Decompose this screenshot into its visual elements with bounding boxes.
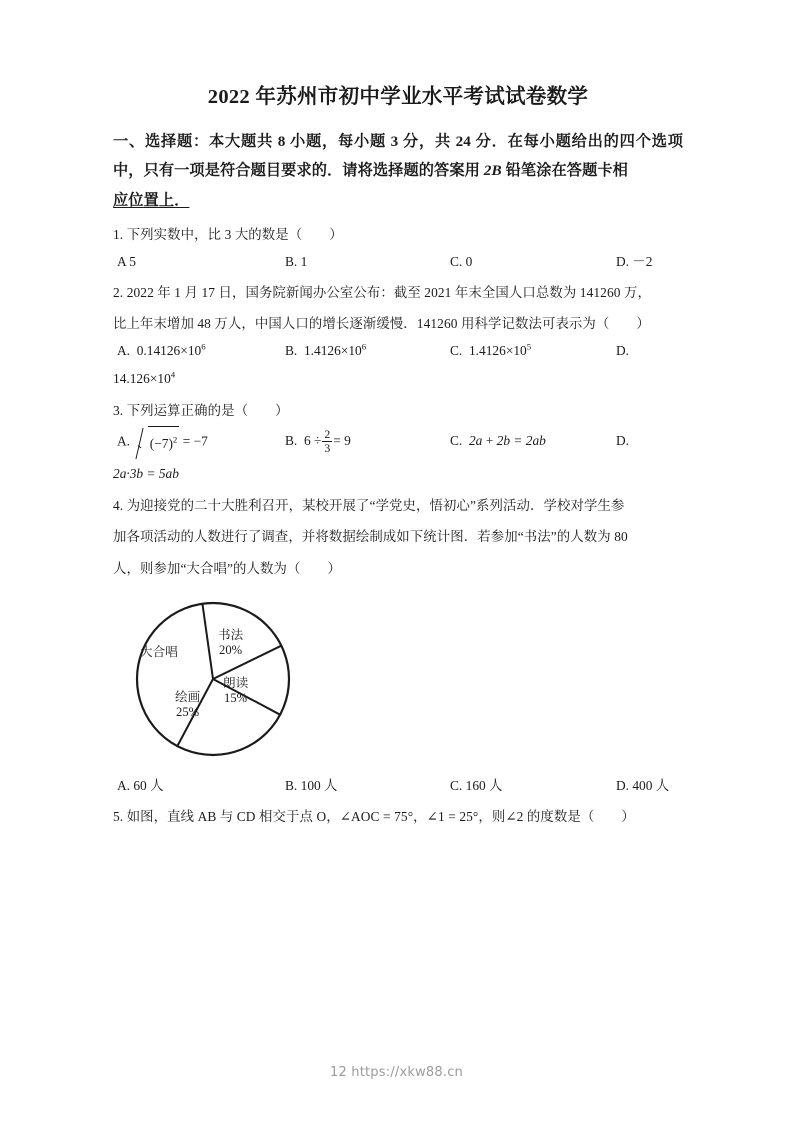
- question-3-option-d-value[interactable]: 2a·3b = 5ab: [113, 466, 179, 482]
- question-3-options: [113, 425, 683, 459]
- section-intro-2b: 2B: [483, 162, 502, 180]
- option-a-equals: = −7: [182, 434, 208, 450]
- pie-label-painting-pct: 25%: [176, 705, 200, 719]
- pie-label-reading-name: 朗读: [223, 675, 249, 690]
- option-c-prefix: C.: [450, 433, 463, 449]
- question-1-option-d[interactable]: D. －2: [616, 254, 653, 270]
- pie-label-reading-pct: 15%: [224, 691, 248, 705]
- question-2-option-d-prefix[interactable]: D.: [616, 343, 630, 359]
- option-b-mantissa: 1.4126: [303, 343, 341, 359]
- question-1-stem: 1. 下列实数中，比 3 大的数是（ ）: [113, 227, 343, 243]
- question-4-option-c[interactable]: C. 160 人: [450, 777, 503, 793]
- fraction-denominator: 3: [324, 440, 331, 455]
- question-2-option-d-value[interactable]: [113, 366, 683, 393]
- option-a-radicand-exponent: 2: [172, 434, 178, 445]
- section-intro-part2: 铅笔涂在答题卡相: [501, 162, 628, 180]
- pie-label-calligraphy-pct: 20%: [219, 643, 243, 657]
- question-1-options: [113, 249, 683, 275]
- fraction-numerator: 2: [324, 426, 331, 441]
- question-4-stem-line2: 加各项活动的人数进行了调查，并将数据绘制成如下统计图．若参加“书法”的人数为 80: [113, 529, 628, 545]
- question-4-option-b[interactable]: B. 100 人: [285, 777, 338, 793]
- option-c-term-b: 2b: [496, 433, 511, 449]
- pie-chart-svg: [123, 596, 303, 761]
- option-d-times: ×10: [149, 371, 171, 387]
- option-c-term-a: 2a: [468, 433, 483, 449]
- option-d-mantissa: 14.126: [113, 371, 150, 387]
- question-3-option-a[interactable]: [117, 425, 208, 460]
- option-a-prefix: A.: [117, 434, 131, 450]
- pie-label-reading: [223, 676, 248, 707]
- page-footer: 12 https://xkw88.cn: [330, 1065, 463, 1080]
- question-2-options: [113, 338, 683, 364]
- question-4-option-a[interactable]: A. 60 人: [117, 777, 164, 793]
- section-intro-part1: 一、选择题：本大题共 8 小题，每小题 3 分，共 24 分．在每小题给出的四个选项中，只有一项是符合题目要求的．请将选择题的答案用: [113, 132, 683, 180]
- question-3-option-c[interactable]: [450, 425, 546, 457]
- option-c-times: ×10: [505, 343, 527, 359]
- fraction: [322, 428, 332, 455]
- section-intro: [113, 127, 683, 216]
- option-c-plus: +: [482, 433, 497, 449]
- option-c-prefix: C.: [450, 343, 463, 359]
- section-intro-part3: 应位置上．: [113, 192, 190, 210]
- option-c-mantissa: 1.4126: [468, 343, 506, 359]
- question-3-option-b[interactable]: [285, 425, 351, 457]
- option-b-prefix: B.: [285, 343, 298, 359]
- pie-label-calligraphy-name: 书法: [218, 627, 244, 642]
- option-b-lead: 6 ÷: [303, 433, 322, 449]
- document-content: [113, 84, 683, 831]
- question-3-stem: 3. 下列运算正确的是（ ）: [113, 403, 289, 419]
- pie-label-chorus: [140, 645, 178, 660]
- pie-label-painting-name: 绘画: [175, 689, 201, 704]
- option-d-exponent: 4: [170, 369, 176, 380]
- question-4-stem-line1: 4. 为迎接党的二十大胜利召开，某校开展了“学党史，悟初心”系列活动．学校对学生参: [113, 498, 625, 514]
- option-a-mantissa: 0.14126: [136, 343, 181, 359]
- option-b-times: ×10: [340, 343, 362, 359]
- pie-label-calligraphy: [218, 628, 243, 659]
- option-b-exponent: 6: [361, 341, 367, 352]
- question-5-stem: 5. 如图，直线 AB 与 CD 相交于点 O，∠AOC = 75°，∠1 = 25°，则∠2 的度数是（ ）: [113, 808, 635, 824]
- question-1-option-a[interactable]: A 5: [117, 254, 136, 270]
- option-b-tail: = 9: [333, 433, 351, 449]
- option-c-exponent: 5: [526, 341, 532, 352]
- page-title: 2022 年苏州市初中学业水平考试试卷数学: [207, 86, 589, 108]
- question-2-stem-line1: 2. 2022 年 1 月 17 日，国务院新闻办公室公布：截至 2021 年末全国人口总数为 141260 万，: [113, 285, 651, 301]
- option-a-times: ×10: [180, 343, 202, 359]
- question-4-option-d[interactable]: D. 400 人: [616, 777, 670, 793]
- question-1-option-c[interactable]: C. 0: [450, 254, 473, 270]
- option-a-prefix: A.: [117, 343, 131, 359]
- pie-label-chorus-name: 大合唱: [140, 644, 178, 659]
- question-2-stem-line2: 比上年末增加 48 万人，中国人口的增长逐渐缓慢．141260 用科学记数法可表示为（ ）: [113, 316, 650, 332]
- question-1-option-b[interactable]: B. 1: [285, 254, 308, 270]
- option-c-result: = 2ab: [510, 433, 546, 449]
- question-4-options: [113, 773, 683, 799]
- question-3-option-d-prefix[interactable]: D.: [616, 433, 630, 449]
- square-root-icon: [137, 425, 180, 460]
- option-a-exponent: 6: [201, 341, 206, 352]
- question-4-stem-line3: 人，则参加“大合唱”的人数为（ ）: [113, 560, 341, 576]
- option-a-radicand: (−7): [149, 436, 173, 452]
- question-2-option-b[interactable]: [285, 338, 366, 365]
- question-2-option-c[interactable]: [450, 338, 531, 365]
- option-b-prefix: B.: [285, 433, 298, 449]
- question-2-option-a[interactable]: [117, 338, 206, 365]
- pie-chart-figure: [123, 596, 303, 761]
- pie-label-painting: [175, 690, 200, 721]
